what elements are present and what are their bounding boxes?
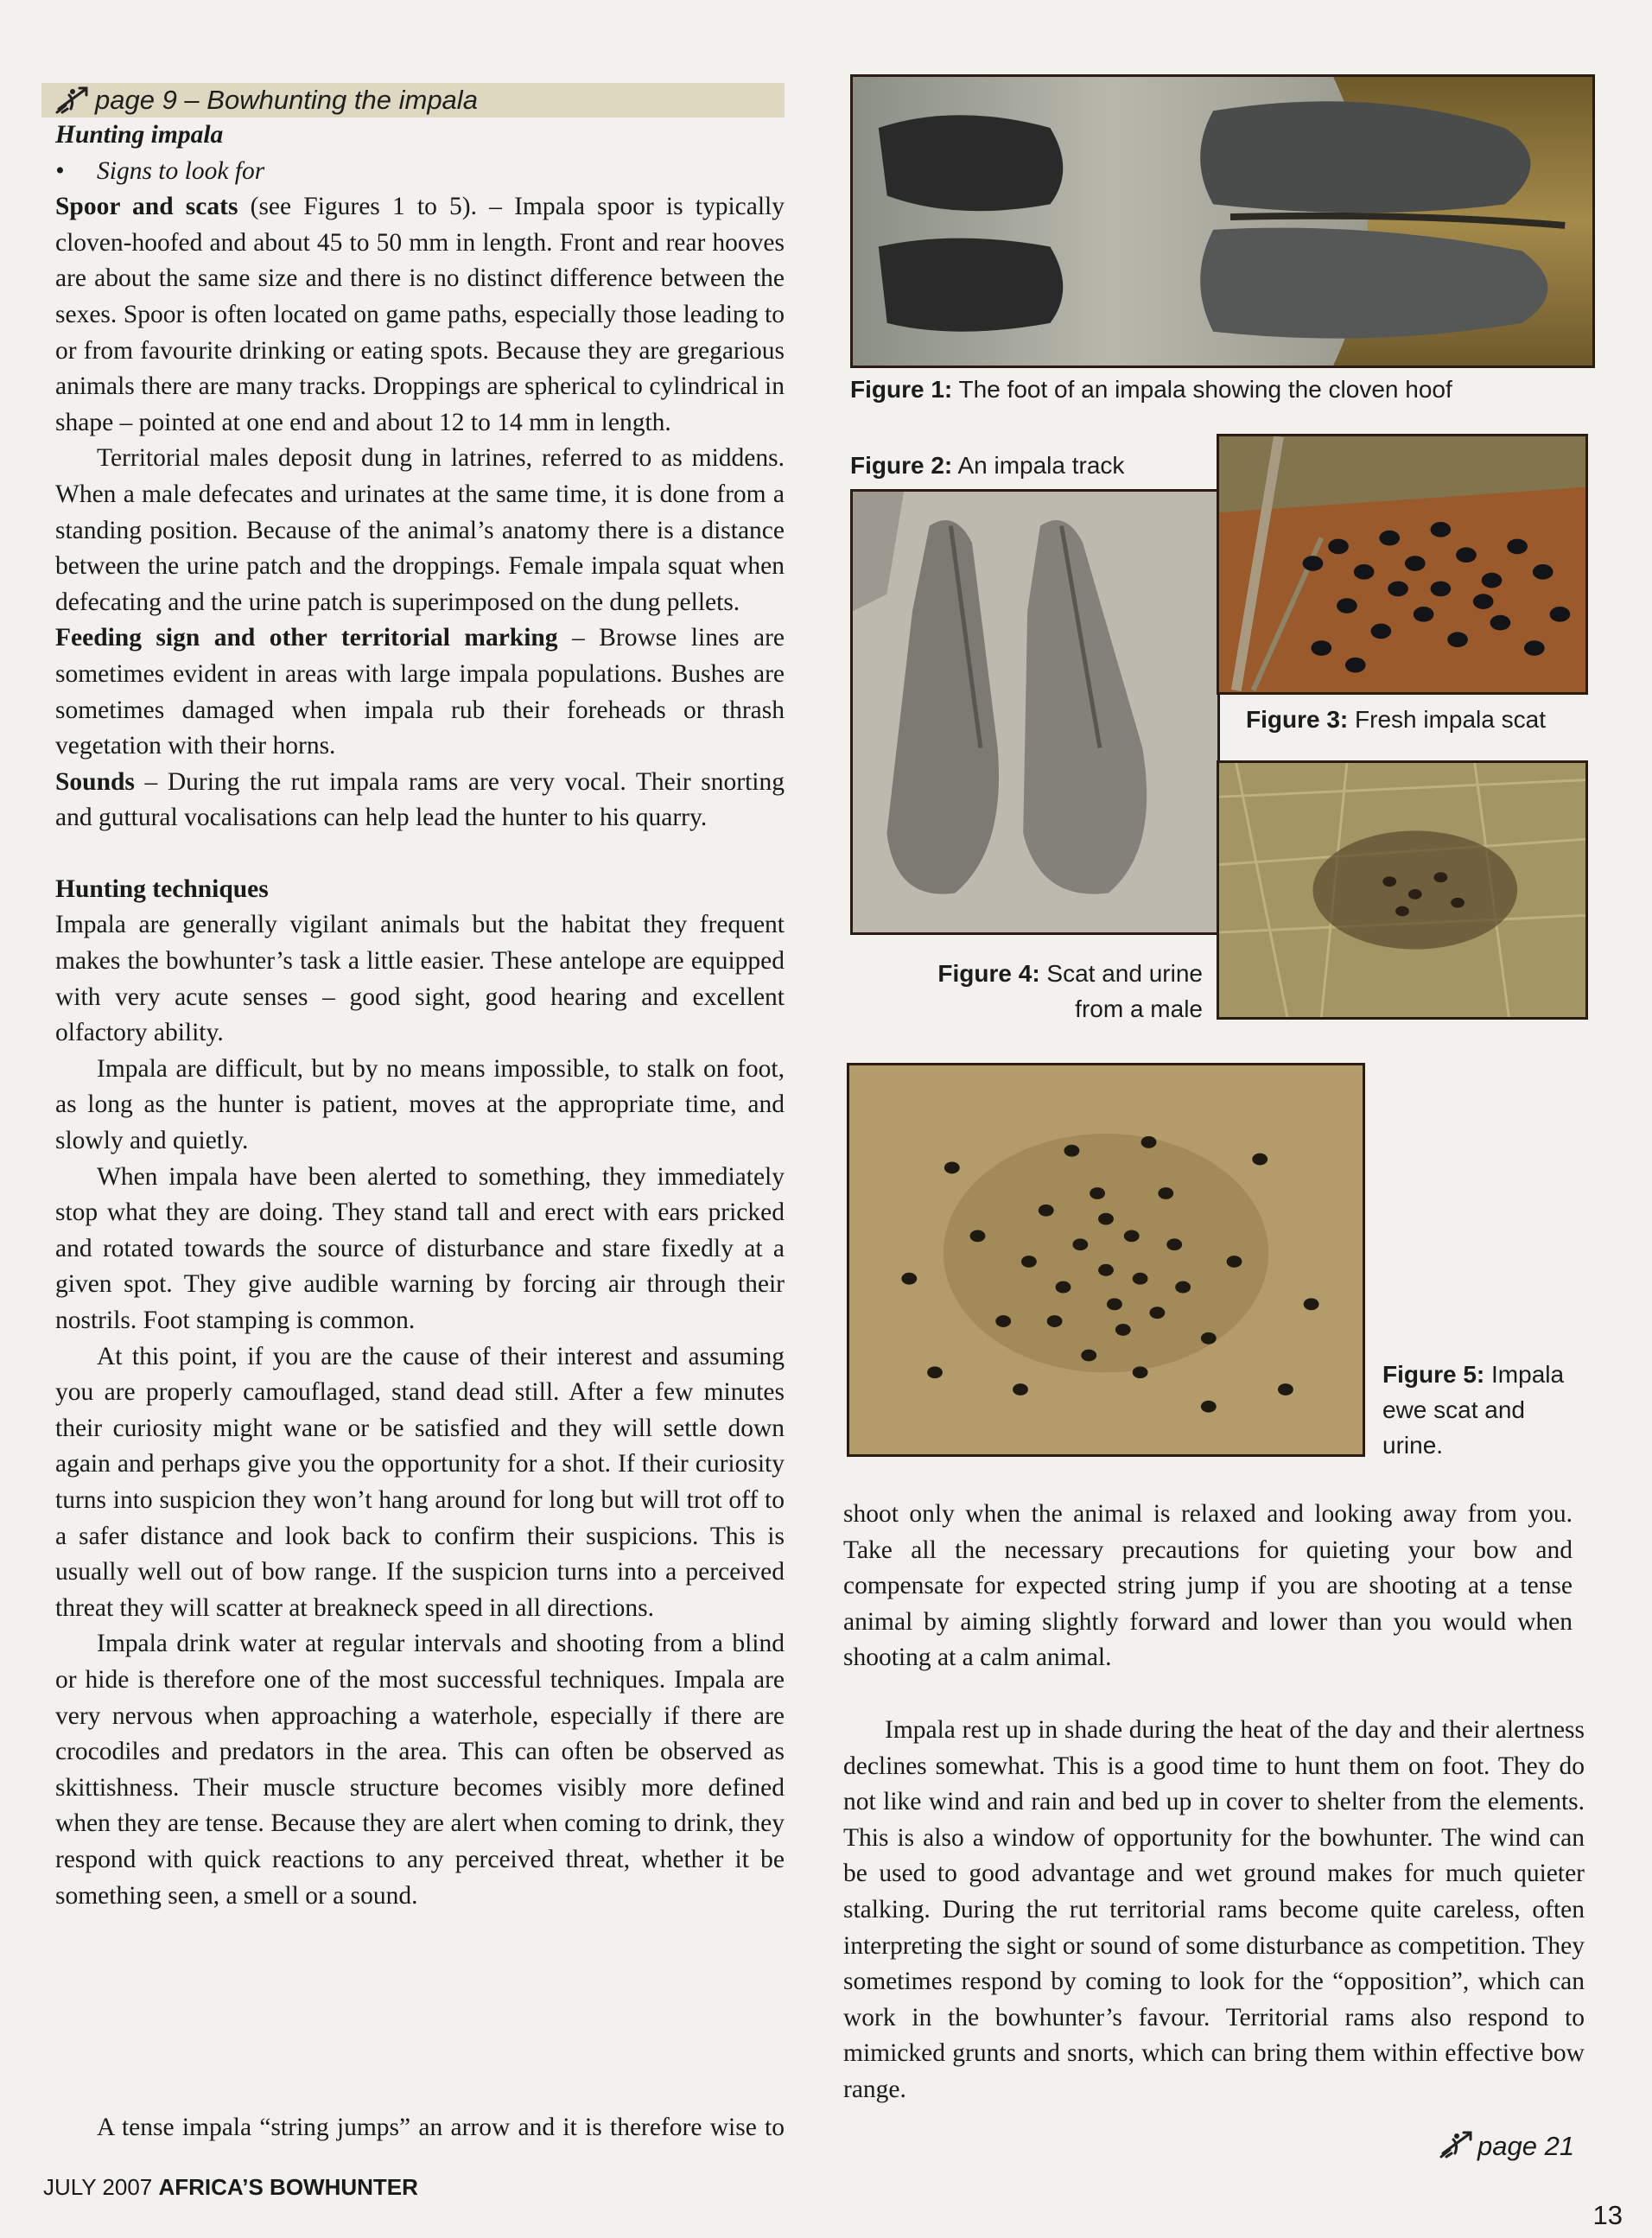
figure-5-label: Figure 5:: [1382, 1361, 1485, 1388]
techniques-paragraph-6-start: [55, 2110, 785, 2146]
figure-3-fresh-scat-photo: [1217, 434, 1588, 695]
spoor-paragraph: [55, 189, 785, 441]
figure-4-male-scat-urine-photo: [1217, 760, 1588, 1020]
techniques-paragraph-7: Impala rest up in shade during the heat of the day and their alertness declines somewhat. This is a good time to hunt them on foot. They do not like wind and rain and bed up in cover to shelter from the elements. This is also a window of opportunity for the bowhunter. The wind can be used to good advantage and wet ground makes for much quieter stalking. During the rut territorial rams become quite careless, often interpreting the sight or sound of some disturbance as competition. They sometimes respond by coming to look for the “opposition”, which can work in the bowhunter’s favour. Territorial rams also respond to mimicked grunts and snorts, which can bring them within effective bow range.: [843, 1716, 1585, 2103]
spoor-label: Spoor and scats: [55, 193, 238, 221]
figure-4-caption-line-1: [924, 956, 1203, 991]
article-right-column: [843, 1497, 1585, 2108]
issue-footer: [43, 2174, 418, 2201]
sounds-label: Sounds: [55, 767, 135, 796]
figure-3-caption: [1246, 702, 1546, 737]
figure-5-caption-text-1: Impala: [1491, 1361, 1565, 1388]
section-header: page 9 – Bowhunting the impala: [95, 85, 478, 115]
subheading-text: Signs to look for: [97, 156, 265, 185]
article-subheading: [55, 154, 785, 190]
figure-5-caption-line-2: ewe scat and: [1382, 1396, 1525, 1423]
spoor-text: (see Figures 1 to 5). – Impala spoor is typically cloven-hoofed and about 45 to 50 mm in length. Front and rear hooves are about the same size and there is no distinct difference between the sexes. Spoor is often located on game paths, especially those leading to or from favourite drinking or eating spots. Because they are gregarious animals there are many tracks. Droppings are spherical to cylindrical in shape – pointed at one end and about 12 to 14 mm in length.: [55, 193, 785, 436]
magazine-name: AFRICA’S BOWHUNTER: [158, 2174, 418, 2200]
archer-icon: [54, 83, 92, 118]
techniques-paragraph-1: Impala are generally vigilant animals but the habitat they frequent makes the bowhunter’s task a little easier. These antelope are equipped with very acute senses – good sight, good hearing and excellent olfactory ability.: [55, 911, 785, 1047]
paragraph-6-continued-wrap: [843, 1497, 1585, 1713]
feeding-text: – Browse lines are sometimes evident in areas with large impala populations. Bushes are sometimes damaged when impala rub their foreheads or thrash vegetation with their horns.: [55, 624, 785, 760]
figure-4-caption-text-1: Scat and urine: [1046, 960, 1203, 987]
issue-date: JULY 2007: [43, 2174, 153, 2200]
sounds-text: – During the rut impala rams are very vocal. Their snorting and guttural vocalisations can help lead the hunter to his quarry.: [55, 767, 785, 832]
archer-icon: [1438, 2127, 1476, 2162]
figure-1-hoof-photo: [850, 74, 1595, 368]
page-number: 13: [1592, 2200, 1623, 2230]
bullet: •: [55, 156, 65, 185]
continued-on-page[interactable]: page 21: [1477, 2131, 1575, 2161]
feeding-label: Feeding sign and other territorial marking: [55, 624, 558, 652]
figure-4-label: Figure 4:: [937, 960, 1040, 987]
figure-2-caption: [850, 448, 1124, 483]
article-left-column: [55, 118, 785, 1914]
techniques-paragraph-6-left: A tense impala “string jumps” an arrow and it is therefore wise to: [97, 2114, 785, 2141]
figure-1-label: Figure 1:: [850, 376, 953, 403]
figure-4-caption-line-2: from a male: [1075, 995, 1203, 1022]
techniques-heading: Hunting techniques: [55, 874, 269, 903]
figure-1-caption-text: The foot of an impala showing the cloven hoof: [958, 376, 1452, 403]
figure-5-caption-line-1: [1382, 1357, 1564, 1392]
techniques-paragraph-3: When impala have been alerted to something, they immediately stop what they are doing. They stand tall and erect with ears pricked and rotated towards the source of disturbance and stare fixedly at a given spot. They give audible warning by forcing air through their nostrils. Foot stamping is common.: [55, 1162, 785, 1334]
figure-1-caption: [850, 372, 1452, 407]
figure-2-caption-text: An impala track: [957, 452, 1125, 479]
territorial-paragraph: Territorial males deposit dung in latrines, referred to as middens. When a male defecates and urinates at the same time, it is done from a standing position. Because of the animal’s anatomy there is a distance between the urine patch and the droppings. Female impala squat when defecating and the urine patch is superimposed on the dung pellets.: [55, 444, 785, 616]
techniques-paragraph-2: Impala are difficult, but by no means impossible, to stalk on foot, as long as the hunter is patient, moves at the appropriate time, and slowly and quietly.: [55, 1054, 785, 1155]
figure-5-caption: [1382, 1357, 1564, 1463]
figure-2-track-photo: [850, 489, 1220, 935]
figure-3-caption-text: Fresh impala scat: [1355, 706, 1546, 733]
figure-3-label: Figure 3:: [1246, 706, 1349, 733]
figure-5-caption-line-3: urine.: [1382, 1432, 1444, 1459]
sounds-paragraph: [55, 765, 785, 836]
techniques-paragraph-5: Impala drink water at regular intervals and shooting from a blind or hide is therefore one of the most successful techniques. Impala are very nervous when approaching a waterhole, especially if there are crocodiles and predators in the area. This can often be observed as skittishness. Their muscle structure becomes visibly more defined when they are tense. Because they are alert when coming to drink, they respond with quick reactions to any perceived threat, whether it be something seen, a smell or a sound.: [55, 1630, 785, 1910]
techniques-paragraph-4: At this point, if you are the cause of their interest and assuming you are properly camouflaged, stand dead still. After a few minutes their curiosity might wane or be satisfied and they will settle down again and perhaps give you the opportunity for a shot. If their curiosity turns into suspicion they won’t hang around for long but will trot off to a safer distance and look back to confirm their suspicions. This is usually well out of bow range. If the suspicion turns into a perceived threat they will scatter at breakneck speed in all directions.: [55, 1342, 785, 1622]
feeding-paragraph: [55, 620, 785, 764]
figure-5-ewe-scat-photo: [847, 1063, 1365, 1457]
figure-4-caption: [924, 956, 1203, 1027]
techniques-paragraph-6-right: shoot only when the animal is relaxed and looking away from you. Take all the necessary precautions for quieting your bow and compensate for expected string jump if you are shooting at a tense animal by aiming slightly forward and lower than you would when shooting at a calm animal.: [843, 1500, 1573, 1672]
figure-2-label: Figure 2:: [850, 452, 953, 479]
article-heading: Hunting impala: [55, 121, 224, 149]
